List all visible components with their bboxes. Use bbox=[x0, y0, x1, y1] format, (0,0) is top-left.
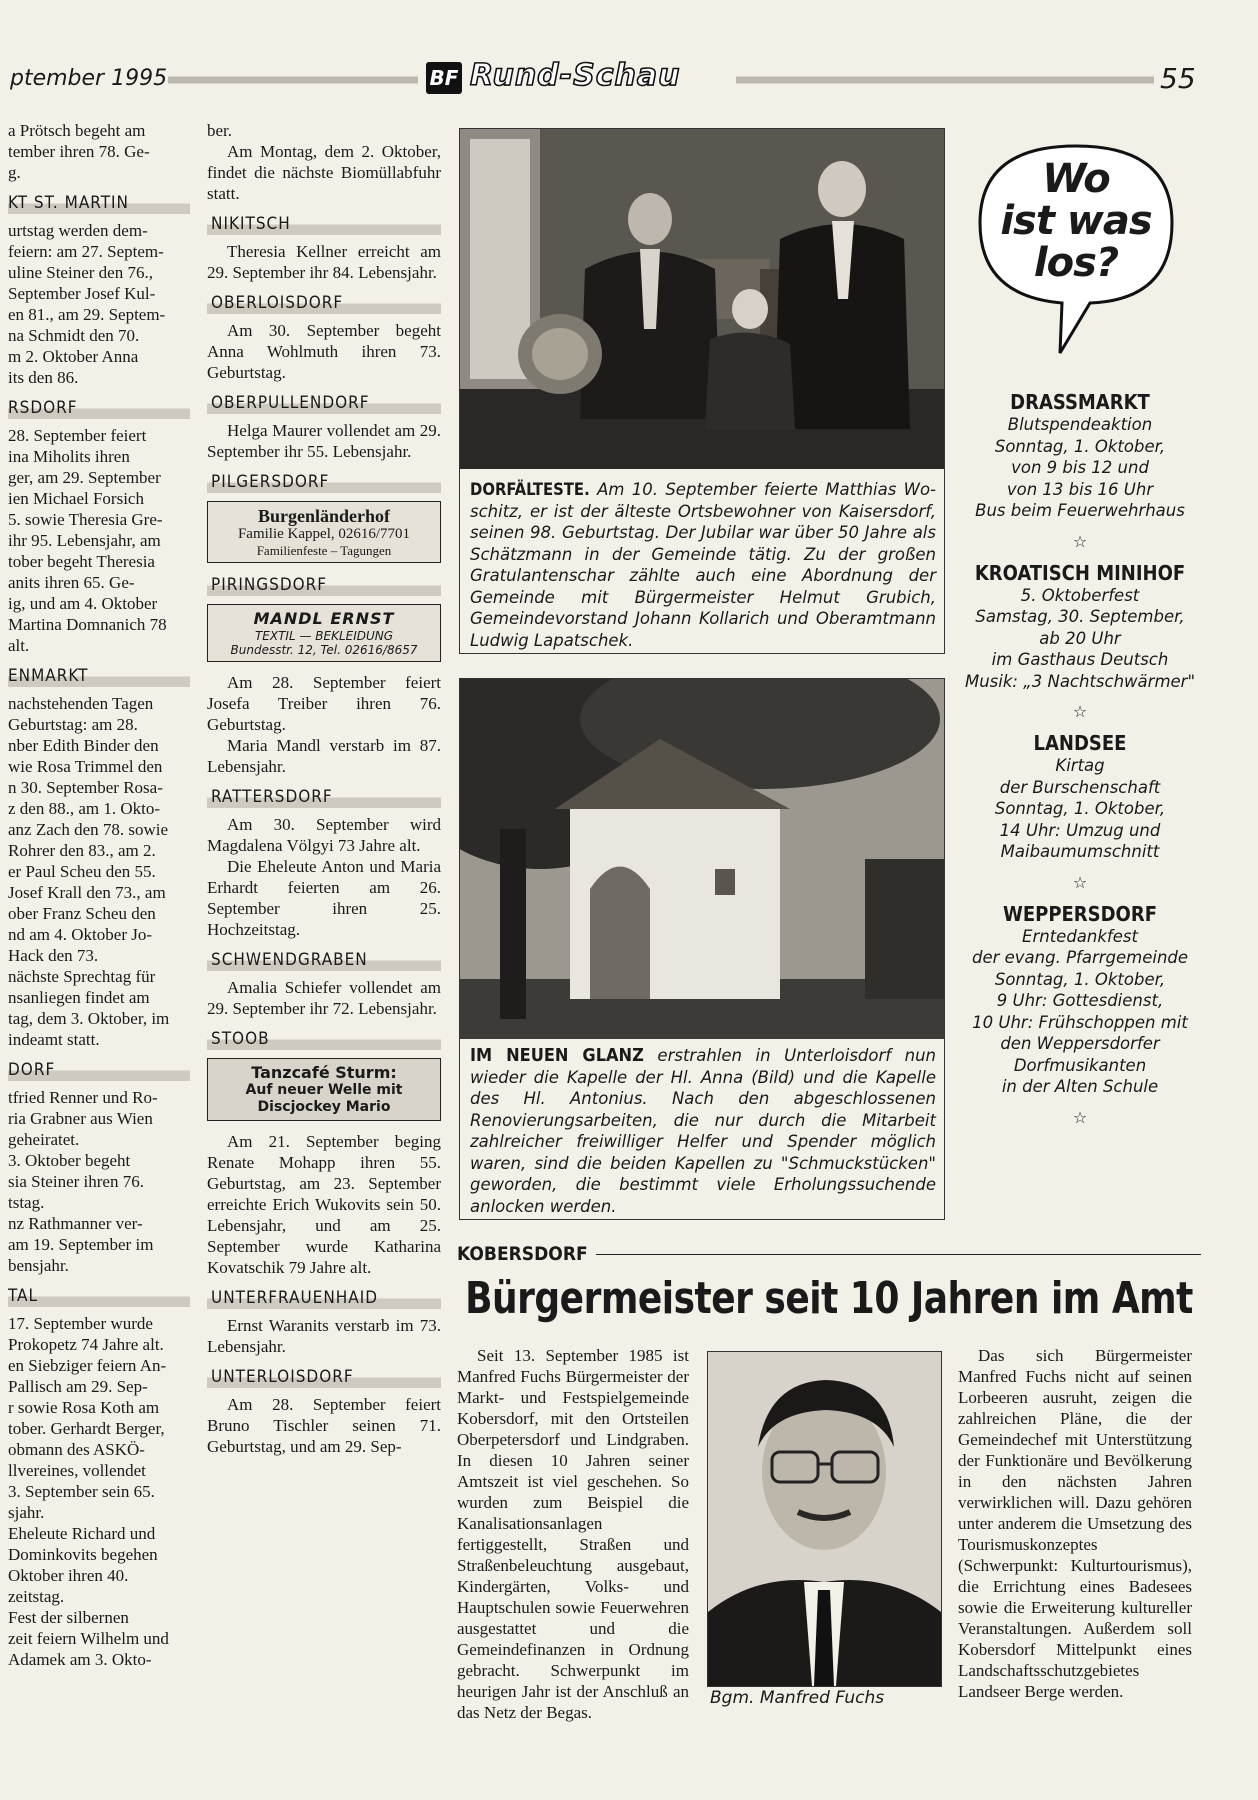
caption-dorfaelteste bbox=[470, 479, 936, 651]
col1-line: indeamt statt. bbox=[8, 1030, 100, 1049]
col1-line: Prokopetz 74 Jahre alt. bbox=[8, 1335, 164, 1354]
caption-kapelle bbox=[470, 1045, 936, 1217]
column-1 bbox=[8, 120, 190, 1670]
section-schwendgraben: SCHWENDGRABEN bbox=[207, 948, 441, 971]
col1-line: a Prötsch begeht am bbox=[8, 121, 146, 140]
col1-line: Eheleute Richard und bbox=[8, 1524, 156, 1543]
article-kobersdorf bbox=[457, 1243, 1201, 1323]
oberpullendorf-text: Helga Maurer vollendet am 29. September ihr 55. Lebensjahr. bbox=[207, 421, 441, 461]
ad1-phone: Familie Kappel, 02616/7701 bbox=[237, 526, 411, 542]
event-detail-line: im Gasthaus Deutsch bbox=[991, 650, 1169, 669]
section-piringsdorf: PIRINGSDORF bbox=[207, 573, 441, 596]
event-detail-line: Blutspendeaktion bbox=[1007, 415, 1153, 434]
col1-line: ig, und am 4. Oktober bbox=[8, 594, 158, 613]
col1-line: 3. Oktober begeht bbox=[8, 1151, 131, 1170]
col1-line: anz Zach den 78. sowie bbox=[8, 820, 169, 839]
col2-intro-text: Am Montag, dem 2. Oktober, findet die nächste Biomüllabfuhr statt. bbox=[207, 142, 441, 203]
col1-line: ina Miholits ihren bbox=[8, 447, 130, 466]
event-detail-line: Sonntag, 1. Oktober, bbox=[994, 969, 1166, 989]
ad-burgenlaenderhof bbox=[207, 501, 441, 563]
ad3-line2: Auf neuer Welle mit bbox=[245, 1082, 403, 1098]
col1-line: z den 88., am 1. Okto- bbox=[8, 799, 161, 818]
section-pilgersdorf: PILGERSDORF bbox=[207, 470, 441, 493]
section-unterfrauenhaid: UNTERFRAUENHAID bbox=[207, 1286, 441, 1309]
section-rattersdorf: RATTERSDORF bbox=[207, 785, 441, 808]
col1-line: ger, am 29. September bbox=[8, 468, 161, 487]
col1-line: feiern: am 27. Septem- bbox=[8, 242, 164, 261]
event-detail-line: Kirtag bbox=[1055, 756, 1105, 775]
event-drassmarkt-details bbox=[955, 414, 1205, 522]
section-stoob: STOOB bbox=[207, 1027, 441, 1050]
col1-line: am 19. September im bbox=[8, 1235, 154, 1254]
col1-line: Hack den 73. bbox=[8, 946, 99, 965]
ad2-line3: Bundesstr. 12, Tel. 02616/8657 bbox=[230, 643, 418, 657]
speech-bubble bbox=[960, 128, 1192, 358]
event-detail-line: Dorfmusikanten bbox=[1013, 1055, 1147, 1075]
photo-mayor bbox=[707, 1351, 942, 1687]
col1-line: sjahr. bbox=[8, 1503, 45, 1522]
photo-kapelle bbox=[460, 679, 944, 1039]
ad-mandl-ernst bbox=[207, 604, 441, 662]
bubble-line-1: Wo bbox=[1042, 156, 1110, 202]
col1-line: tfried Renner und Ro- bbox=[8, 1088, 158, 1107]
star-icon: ☆ bbox=[1072, 1107, 1088, 1127]
col1-line: m 2. Oktober Anna bbox=[8, 347, 139, 366]
col1-line: en 81., am 29. Septem- bbox=[8, 305, 166, 324]
article-right-column bbox=[958, 1345, 1192, 1702]
event-kroatisch-minihof-details bbox=[955, 585, 1205, 693]
stoob-text: Am 21. September beging Renate Mohapp ihren 55. Geburtstag, am 23. September erreichte Erich Wukovits sein 50. Lebensjahr, und am 25. September wurde Katharina Kovatschik 79 Jahre alt. bbox=[207, 1132, 441, 1277]
section-nikitsch: NIKITSCH bbox=[207, 212, 441, 235]
col1-line: 3. September sein 65. bbox=[8, 1482, 155, 1501]
col1-line: r sowie Rosa Koth am bbox=[8, 1398, 160, 1417]
ad-tanzcafe-sturm bbox=[207, 1058, 441, 1121]
caption-dorfaelteste-text: Am 10. September feierte Matthias Wo-schitz, er ist der älteste Ortsbewohner von Kaisersdorf, seinen 98. Geburtstag. Der Jubilar war über 50 Jahre als Schätzmann in der Gemeinde tätig. Zu der großen Gratulantenschar zählte auch eine Abordnung der Gemeinde mit Bürgermeister Helmut Grubich, Gemeindevorstand Johann Kollarich und Oberamtmann Ludwig Lapatschek. bbox=[470, 480, 937, 650]
unterloisdorf-text: Am 28. September feiert Bruno Tischler seinen 71. Geburtstag, und am 29. Sep- bbox=[207, 1395, 441, 1456]
ad2-line2: TEXTIL — BEKLEIDUNG bbox=[254, 629, 394, 643]
ad2-name: MANDL ERNST bbox=[253, 609, 395, 628]
col1-line: Oktober ihren 40. bbox=[8, 1566, 129, 1585]
col1-line: Fest der silbernen bbox=[8, 1608, 129, 1627]
unterfrauenhaid-text: Ernst Waranits verstarb im 73. Lebensjahr. bbox=[207, 1316, 441, 1356]
ad3-line3: Discjockey Mario bbox=[257, 1099, 391, 1115]
event-detail-line: von 13 bis 16 Uhr bbox=[1006, 479, 1154, 499]
col1-line: nächste Sprechtag für bbox=[8, 967, 156, 986]
logo-text: Rund-Schau bbox=[470, 58, 681, 93]
photo-dorfaelteste bbox=[460, 129, 944, 469]
col1-line: nsanliegen findet am bbox=[8, 988, 150, 1007]
col1-line: ihr 95. Lebensjahr, am bbox=[8, 531, 161, 550]
caption-dorfaelteste-lead: DORFÄLTESTE. bbox=[470, 480, 590, 499]
col1-line: urtstag werden dem- bbox=[8, 221, 148, 240]
col1-line: nz Rathmanner ver- bbox=[8, 1214, 143, 1233]
col1-line: sia Steiner ihren 76. bbox=[8, 1172, 144, 1191]
col1-line: nber Edith Binder den bbox=[8, 736, 159, 755]
col1-line: September Josef Kul- bbox=[8, 284, 156, 303]
piringsdorf-text-2: Maria Mandl verstarb im 87. Lebensjahr. bbox=[207, 736, 441, 776]
col1-section-title: ENMARKT bbox=[8, 664, 190, 687]
bubble-line-2: ist was bbox=[1000, 198, 1152, 244]
event-detail-line: von 9 bis 12 und bbox=[1011, 458, 1149, 477]
page-header bbox=[0, 58, 1258, 100]
page-number: 55 bbox=[1160, 62, 1196, 95]
col1-line: 5. sowie Theresia Gre- bbox=[8, 510, 163, 529]
col1-line: anits ihren 65. Ge- bbox=[8, 573, 135, 592]
col1-line: nachstehenden Tagen bbox=[8, 694, 154, 713]
col1-line: tober begeht Theresia bbox=[8, 552, 155, 571]
event-weppersdorf-title: WEPPERSDORF bbox=[1002, 901, 1157, 926]
event-detail-line: Sonntag, 1. Oktober, bbox=[994, 799, 1166, 818]
events-list bbox=[955, 390, 1205, 1137]
col1-line: Pallisch am 29. Sep- bbox=[8, 1377, 148, 1396]
event-detail-line: 9 Uhr: Gottesdienst, bbox=[996, 991, 1164, 1010]
event-landsee-title: LANDSEE bbox=[1033, 731, 1127, 755]
caption-kapelle-text: erstrahlen in Unterloisdorf nun wieder die Kapelle der Hl. Anna (Bild) und die Kapelle des Hl. Antonius. Nach den abgeschlossenen Renovierungsarbeiten, die nur durch die Mitarbeit zahlreicher freiwilliger Helfer und Spender möglich waren, sind die beiden Kapellen zu "Schmuckstücken" geworden, die bestimmt viele Erholungssuchende anlocken werden. bbox=[470, 1046, 937, 1216]
col1-line: alt. bbox=[8, 636, 30, 655]
col1-line: ien Michael Forsich bbox=[8, 489, 144, 508]
nikitsch-text: Theresia Kellner erreicht am 29. September ihr 84. Lebensjahr. bbox=[207, 242, 441, 282]
event-detail-line: der Burschenschaft bbox=[999, 777, 1161, 797]
bubble-text bbox=[960, 158, 1192, 284]
oberloisdorf-text: Am 30. September begeht Anna Wohlmuth ihren 73. Geburtstag. bbox=[207, 321, 441, 382]
col1-line: llvereines, vollendet bbox=[8, 1461, 146, 1480]
col1-line: tag, dem 3. Oktober, im bbox=[8, 1009, 170, 1028]
col1-line: tember ihren 78. Ge- bbox=[8, 142, 150, 161]
col1-line: uline Steiner den 76., bbox=[8, 263, 153, 282]
ad1-name: Burgenländerhof bbox=[257, 506, 390, 526]
col1-line: Dominkovits begehen bbox=[8, 1545, 158, 1564]
col1-line: Geburtstag: am 28. bbox=[8, 715, 138, 734]
col1-line: zeit feiern Wilhelm und bbox=[8, 1629, 169, 1648]
col1-line: Adamek am 3. Okto- bbox=[8, 1650, 152, 1669]
col1-line: geheiratet. bbox=[8, 1130, 80, 1149]
header-rule-right bbox=[736, 74, 1154, 86]
col1-line: Rohrer den 83., am 2. bbox=[8, 841, 156, 860]
event-detail-line: Erntedankfest bbox=[1022, 926, 1138, 946]
event-detail-line: ab 20 Uhr bbox=[1039, 628, 1121, 648]
col1-line: its den 86. bbox=[8, 368, 79, 387]
event-detail-line: in der Alten Schule bbox=[1001, 1077, 1159, 1096]
piringsdorf-text-1: Am 28. September feiert Josefa Treiber ihren 76. Geburtstag. bbox=[207, 673, 441, 734]
star-icon: ☆ bbox=[1072, 872, 1088, 892]
event-detail-line: den Weppersdorfer bbox=[1000, 1034, 1160, 1053]
col1-section-title: DORF bbox=[8, 1058, 190, 1081]
col1-section-title: TAL bbox=[8, 1284, 190, 1307]
rattersdorf-text-1: Am 30. September wird Magdalena Völgyi 73 Jahre alt. bbox=[207, 815, 441, 855]
ad3-line1: Tanzcafé Sturm: bbox=[251, 1063, 397, 1082]
col2-intro: ber. bbox=[207, 121, 233, 140]
article-headline: Bürgermeister seit 10 Jahren im Amt bbox=[465, 1274, 1193, 1324]
col1-line: 28. September feiert bbox=[8, 426, 147, 445]
event-detail-line: 5. Oktoberfest bbox=[1020, 585, 1140, 605]
col1-line: en Siebziger feiern An- bbox=[8, 1356, 167, 1375]
col1-section-title: KT ST. MARTIN bbox=[8, 191, 190, 214]
photo-mayor-illustration bbox=[708, 1352, 941, 1686]
col1-line: nd am 4. Oktober Jo- bbox=[8, 925, 153, 944]
column-2 bbox=[207, 120, 441, 1457]
col1-line: wie Rosa Trimmel den bbox=[8, 757, 163, 776]
col1-section-title: RSDORF bbox=[8, 396, 190, 419]
event-drassmarkt-title: DRASSMARKT bbox=[1010, 390, 1150, 414]
col1-line: ria Grabner aus Wien bbox=[8, 1109, 153, 1128]
event-detail-line: 14 Uhr: Umzug und bbox=[999, 820, 1161, 840]
event-detail-line: Sonntag, 1. Oktober, bbox=[994, 436, 1166, 456]
event-detail-line: Musik: „3 Nachtschwärmer" bbox=[964, 671, 1196, 691]
ad1-tagline: Familienfeste – Tagungen bbox=[256, 543, 392, 558]
star-icon: ☆ bbox=[1072, 702, 1088, 721]
schwendgraben-text: Amalia Schiefer vollendet am 29. September ihr 72. Lebensjahr. bbox=[207, 978, 441, 1018]
kicker-rule bbox=[596, 1254, 1201, 1255]
caption-kapelle-lead: IM NEUEN GLANZ bbox=[470, 1045, 644, 1066]
photo-box-dorfaelteste bbox=[459, 128, 945, 654]
bubble-line-3: los? bbox=[1033, 240, 1119, 286]
logo-badge: BF bbox=[426, 62, 462, 94]
section-oberpullendorf: OBERPULLENDORF bbox=[207, 391, 441, 414]
event-detail-line: der evang. Pfarrgemeinde bbox=[971, 948, 1189, 967]
event-detail-line: Maibaumumschnitt bbox=[1000, 842, 1160, 861]
col1-line: na Schmidt den 70. bbox=[8, 326, 140, 345]
header-date: ptember 1995 bbox=[10, 66, 168, 91]
col1-line: 17. September wurde bbox=[8, 1314, 153, 1333]
event-kroatisch-minihof-title: KROATISCH MINIHOF bbox=[974, 560, 1186, 585]
col1-line: ober Franz Scheu den bbox=[8, 904, 156, 923]
event-detail-line: 10 Uhr: Frühschoppen mit bbox=[972, 1012, 1188, 1032]
rattersdorf-text-2: Die Eheleute Anton und Maria Erhardt feierten am 26. September ihren 25. Hochzeitstag. bbox=[207, 857, 441, 939]
photo-kapelle-illustration bbox=[460, 679, 944, 1039]
col1-line: bensjahr. bbox=[8, 1256, 69, 1275]
event-weppersdorf-details bbox=[955, 926, 1205, 1098]
col1-line: n 30. September Rosa- bbox=[8, 778, 163, 797]
col1-line: obmann des ASKÖ- bbox=[8, 1440, 145, 1459]
col1-line: Martina Domnanich 78 bbox=[8, 615, 167, 634]
photo-mayor-caption: Bgm. Manfred Fuchs bbox=[710, 1688, 885, 1708]
event-detail-line: Bus beim Feuerwehrhaus bbox=[975, 501, 1185, 520]
col1-line: tstag. bbox=[8, 1193, 45, 1212]
section-oberloisdorf: OBERLOISDORF bbox=[207, 291, 441, 314]
header-rule-left bbox=[168, 74, 418, 86]
article-kicker-row bbox=[457, 1243, 1201, 1265]
photo-dorfaelteste-illustration bbox=[460, 129, 944, 469]
photo-box-kapelle bbox=[459, 678, 945, 1220]
col1-line: er Paul Scheu den 55. bbox=[8, 862, 156, 881]
col1-line: zeitstag. bbox=[8, 1587, 65, 1606]
section-unterloisdorf: UNTERLOISDORF bbox=[207, 1365, 441, 1388]
col1-line: Josef Krall den 73., am bbox=[8, 883, 166, 902]
col1-line: tober. Gerhardt Berger, bbox=[8, 1419, 165, 1438]
article-kicker: KOBERSDORF bbox=[457, 1243, 588, 1265]
event-detail-line: Samstag, 30. September, bbox=[975, 607, 1185, 626]
article-right-text: Das sich Bürgermeister Manfred Fuchs nicht auf seinen Lorbeeren ausruht, zeigen die zahlreichen Pläne, die der Gemeindechef mit Unterstützung der Funktionäre und Bevölkerung in den nächsten Jahren verwirklichen will. Dazu gehören unter anderem die Umsetzung des Tourismuskonzeptes (Schwerpunkt: Kulturtourismus), die Errichtung eines Badesees sowie die Erweiterung kultureller Veranstaltungen. Außerdem soll Kobersdorf Mittelpunkt eines Landschaftsschutzgebietes Landseer Berge werden. bbox=[958, 1346, 1192, 1701]
article-left-text: Seit 13. September 1985 ist Manfred Fuchs Bürgermeister der Markt- und Festspielgemeinde Kobersdorf, mit den Ortsteilen Oberpetersdorf und Lindgraben. In diesen 10 Jahren seiner Amtszeit ist viel geschehen. So wurden zum Beispiel die Kanalisationsanlagen fertiggestellt, Straßen und Straßenbeleuchtung ausgebaut, Kindergärten, Volks- und Hauptschulen sowie Feuerwehren ausgestattet und die Gemeindefinanzen in Ordnung gebracht. Schwerpunkt im heurigen Jahr ist der Anschluß an das Netz der Begas. bbox=[457, 1346, 689, 1722]
event-landsee-details bbox=[955, 755, 1205, 863]
col1-line: g. bbox=[8, 163, 21, 182]
star-icon: ☆ bbox=[1072, 531, 1088, 551]
article-left-column bbox=[457, 1345, 689, 1723]
